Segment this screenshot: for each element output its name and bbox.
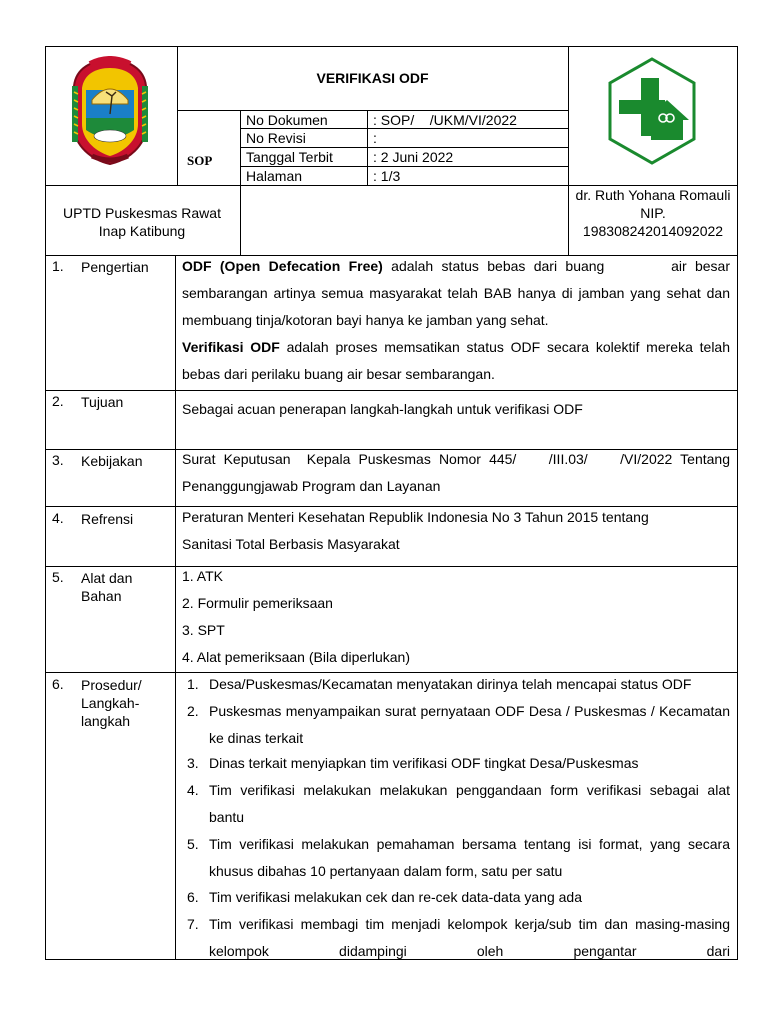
section-number: 6. xyxy=(52,676,64,692)
procedure-step xyxy=(182,911,730,959)
pengertian-paragraph-1 xyxy=(182,253,734,334)
label-line: langkah xyxy=(81,713,131,729)
kebijakan-text: Surat Keputusan Kepala Puskesmas Nomor 445/ /III.03/ /VI/2022 Tentang Penanggungjawab Program dan Layanan xyxy=(182,451,734,494)
section-number: 2. xyxy=(52,393,64,409)
step-number: 6. xyxy=(187,889,199,905)
label-line: Bahan xyxy=(81,588,122,604)
step-text: Tim verifikasi melakukan cek dan re-cek data-data yang ada xyxy=(209,889,582,905)
odf-definition: adalah status bebas dari buang air besar sembarangan artinya semua masyarakat telah BAB hanya di jamban yang sehat dan membuang tinja/kotoran bayi hanya ke jamban yang sehat. xyxy=(182,258,734,328)
pengertian-paragraph-2 xyxy=(182,334,730,388)
section-label-prosedur xyxy=(81,676,173,730)
step-number: 4. xyxy=(187,782,199,798)
meta-line-3 xyxy=(240,166,569,167)
step-text: Tim verifikasi melakukan pemahaman bersama tentang isi format, yang secara khusus dibahas 10 pertanyaan dalam form, satu per satu xyxy=(209,836,730,879)
border-bottom xyxy=(45,959,738,960)
alat-item: 4. Alat pemeriksaan (Bila diperlukan) xyxy=(182,649,411,665)
label-line: Langkah- xyxy=(81,695,140,711)
step-text: Tim verifikasi melakukan melakukan penggandaan form verifikasi sebagai alat bantu xyxy=(209,782,730,825)
verifikasi-term: Verifikasi ODF xyxy=(182,339,280,355)
step-number: 5. xyxy=(187,836,199,852)
section-number: 3. xyxy=(52,452,64,468)
step-text: Puskesmas menyampaikan surat pernyataan ODF Desa / Puskesmas / Kecamatan ke dinas terkait xyxy=(209,703,730,746)
header-divider-left xyxy=(177,46,178,186)
tujuan-text: Sebagai acuan penerapan langkah-langkah untuk verifikasi ODF xyxy=(182,401,583,417)
lampung-selatan-emblem-icon xyxy=(68,56,152,168)
meta-value-revision: : xyxy=(373,130,377,146)
alat-item: 1. ATK xyxy=(182,568,223,584)
meta-label-revision: No Revisi xyxy=(246,130,306,146)
meta-label-doc-number: No Dokumen xyxy=(246,112,328,128)
meta-line-2 xyxy=(240,147,569,148)
meta-value-page: : 1/3 xyxy=(373,168,401,184)
meta-line-1 xyxy=(240,128,569,129)
title-bottom-line xyxy=(177,110,569,111)
border-left xyxy=(45,46,46,960)
meta-value-divider xyxy=(367,110,368,186)
step-text: Dinas terkait menyiapkan tim verifikasi ODF tingkat Desa/Puskesmas xyxy=(209,755,639,771)
label-line: Prosedur/ xyxy=(81,677,142,693)
row-separator-1 xyxy=(45,390,738,391)
step-text: Tim verifikasi membagi tim menjadi kelompok kerja/sub tim dan masing-masing kelompok didampingi oleh pengantar dari xyxy=(209,916,730,959)
signer-name: dr. Ruth Yohana Romauli xyxy=(575,187,731,203)
step-number: 7. xyxy=(187,916,199,932)
step-number: 2. xyxy=(187,703,199,719)
meta-value-issue-date: : 2 Juni 2022 xyxy=(373,149,454,165)
step-text: Desa/Puskesmas/Kecamatan menyatakan dirinya telah mencapai status ODF xyxy=(209,676,692,692)
border-top xyxy=(45,46,738,47)
odf-term: ODF (Open Defecation Free) xyxy=(182,258,383,274)
section-number: 5. xyxy=(52,569,64,585)
section-number: 4. xyxy=(52,510,64,526)
verifikasi-definition: adalah proses memsatikan status ODF secara kolektif mereka telah bebas dari perilaku buang air besar sembarangan. xyxy=(182,339,731,382)
section-label-refrensi: Refrensi xyxy=(81,511,134,527)
meta-value-doc-number: : SOP/ /UKM/VI/2022 xyxy=(373,112,517,128)
section-label-alat-bahan xyxy=(81,569,173,605)
section-label-kebijakan: Kebijakan xyxy=(81,453,143,469)
meta-divider xyxy=(240,110,241,255)
document-title: VERIFIKASI ODF xyxy=(316,70,429,86)
section-label-tujuan: Tujuan xyxy=(81,394,124,410)
body-column-divider xyxy=(175,255,176,960)
sop-label: SOP xyxy=(187,153,213,168)
alat-item: 3. SPT xyxy=(182,622,225,638)
meta-label-page: Halaman xyxy=(246,168,303,184)
signer-nip-label: NIP. xyxy=(640,205,666,221)
section-number: 1. xyxy=(52,258,64,274)
org-name: UPTD Puskesmas Rawat Inap Katibung xyxy=(63,205,221,239)
label-line: Alat dan xyxy=(81,570,133,586)
refrensi-line-1: Peraturan Menteri Kesehatan Republik Indonesia No 3 Tahun 2015 tentang xyxy=(182,509,649,525)
refrensi-line-2: Sanitasi Total Berbasis Masyarakat xyxy=(182,536,400,552)
signer-block xyxy=(572,186,734,240)
alat-item: 2. Formulir pemeriksaan xyxy=(182,595,333,611)
border-right xyxy=(737,46,738,960)
signer-nip: 198308242014092022 xyxy=(582,223,724,239)
section-label-pengertian: Pengertian xyxy=(81,259,149,275)
puskesmas-logo-icon xyxy=(605,56,699,166)
meta-label-issue-date: Tanggal Terbit xyxy=(246,149,333,165)
step-number: 1. xyxy=(187,676,199,692)
step-number: 3. xyxy=(187,755,199,771)
signer-divider xyxy=(568,185,569,255)
header-divider-right xyxy=(568,46,569,186)
